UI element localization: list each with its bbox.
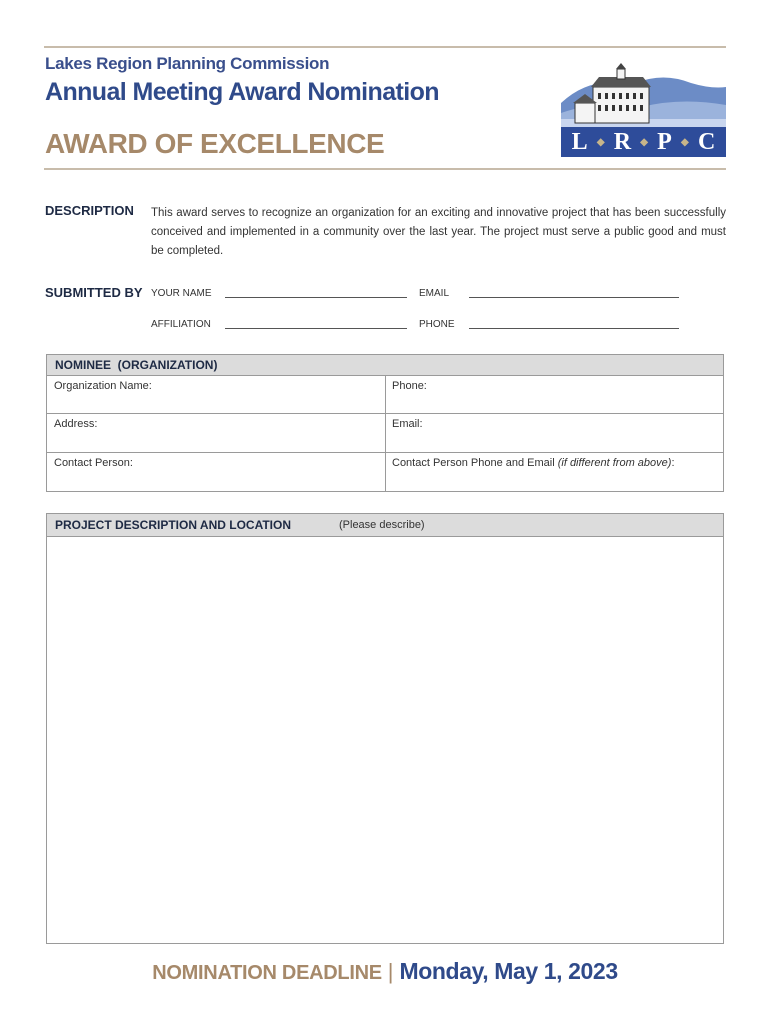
- phone-label: PHONE: [419, 319, 455, 330]
- contact-phone-email-note: (if different from above): [557, 457, 672, 469]
- org-phone-label: Phone:: [392, 380, 427, 392]
- deadline-label: NOMINATION DEADLINE: [152, 962, 382, 984]
- logo-letter-c: C: [697, 128, 716, 155]
- address-label: Address:: [54, 418, 98, 430]
- description-label: DESCRIPTION: [45, 203, 134, 218]
- email-label: EMAIL: [419, 288, 450, 299]
- logo-letter-p: P: [657, 128, 672, 155]
- lrpc-logo: [561, 63, 726, 157]
- org-phone-field[interactable]: [386, 376, 723, 413]
- logo-letter-l: L: [571, 128, 588, 155]
- organization-name: Lakes Region Planning Commission: [45, 54, 330, 73]
- deadline-date: Monday, May 1, 2023: [399, 958, 618, 984]
- project-hint: (Please describe): [339, 519, 425, 531]
- submitted-by-label: SUBMITTED BY: [45, 285, 143, 300]
- nominee-section-header: [46, 354, 724, 376]
- affiliation-field[interactable]: [225, 328, 407, 329]
- logo-lettering: [561, 127, 726, 157]
- deadline-separator: |: [387, 959, 394, 984]
- org-name-label: Organization Name:: [54, 380, 152, 392]
- logo-dot-icon: ◆: [640, 136, 648, 148]
- nomination-deadline: [0, 958, 770, 985]
- project-description-field[interactable]: [46, 536, 724, 944]
- email-field[interactable]: [469, 297, 679, 298]
- header-bottom-rule: [44, 168, 726, 170]
- address-field[interactable]: [47, 414, 384, 452]
- top-rule: [44, 46, 726, 48]
- phone-field[interactable]: [469, 328, 679, 329]
- contact-person-label: Contact Person:: [54, 457, 133, 469]
- award-name: AWARD OF EXCELLENCE: [45, 128, 385, 159]
- logo-dot-icon: ◆: [681, 136, 689, 148]
- contact-phone-email-text: Contact Person Phone and Email: [392, 457, 558, 469]
- logo-building-illustration: [561, 63, 726, 129]
- nominee-heading: NOMINEE (ORGANIZATION): [55, 358, 218, 372]
- logo-dot-icon: ◆: [596, 136, 605, 148]
- project-heading: PROJECT DESCRIPTION AND LOCATION: [55, 518, 292, 532]
- your-name-field[interactable]: [225, 297, 407, 298]
- affiliation-label: AFFILIATION: [151, 319, 211, 330]
- contact-phone-email-label: [392, 457, 675, 469]
- org-email-label: Email:: [392, 418, 423, 430]
- org-email-field[interactable]: [386, 414, 723, 452]
- logo-letter-r: R: [613, 128, 632, 155]
- page-title: Annual Meeting Award Nomination: [45, 78, 439, 106]
- description-text: This award serves to recognize an organization for an exciting and innovative project that has been successfully conceived and implemented in a community over the last year. The project must serve a public good and must be completed.: [151, 207, 726, 257]
- contact-phone-email-colon: :: [671, 457, 675, 469]
- your-name-label: YOUR NAME: [151, 288, 212, 299]
